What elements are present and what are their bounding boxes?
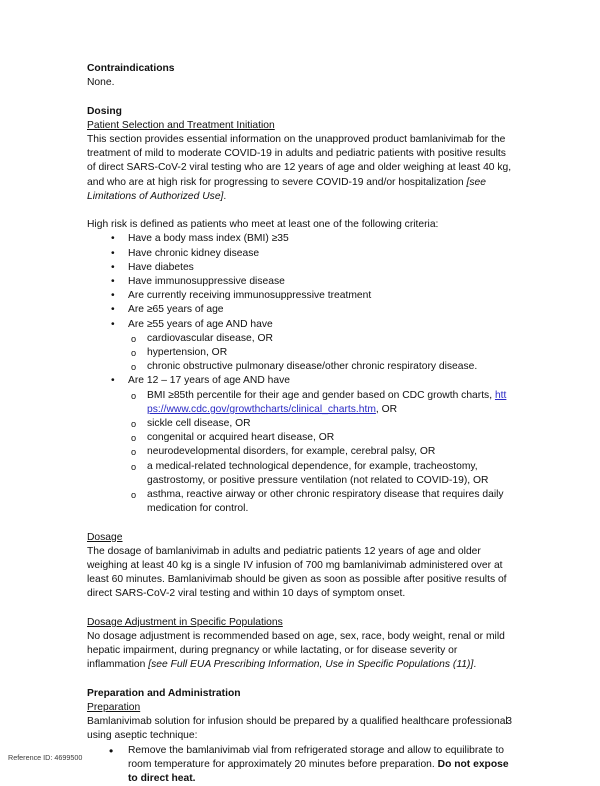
bullet-icon: • xyxy=(111,247,115,259)
contraindications-body: None. xyxy=(87,77,115,89)
list-item-label: Are ≥65 years of age xyxy=(128,304,224,316)
spacer xyxy=(87,673,512,687)
list-item-label: Have diabetes xyxy=(128,261,194,273)
subheading-patient-selection: Patient Selection and Treatment Initiation xyxy=(87,119,275,131)
subheading-dosage: Dosage xyxy=(87,531,123,543)
paragraph-intro xyxy=(87,133,512,204)
sub-list-item xyxy=(128,431,512,445)
spacer xyxy=(87,204,512,218)
list-item-bold-warning: Do not expose to direct heat. xyxy=(128,758,509,785)
high-risk-criteria-list xyxy=(87,232,512,516)
bullet-icon: • xyxy=(111,290,115,302)
list-item xyxy=(87,318,512,375)
dosage-adjustment-part1: No dosage adjustment is recommended based on age, sex, race, body weight, renal or mild hepatic impairment, during pregnancy or while lactating, or for disease severity or inflammation xyxy=(87,631,505,671)
sub-list-item xyxy=(128,389,512,417)
circle-bullet-icon: o xyxy=(131,490,137,501)
subheading-dosage-adjustment: Dosage Adjustment in Specific Populations xyxy=(87,616,283,628)
bullet-icon: • xyxy=(111,233,115,245)
heading-preparation-administration: Preparation and Administration xyxy=(87,687,241,699)
sub-criteria-list-age55 xyxy=(128,332,512,375)
sub-list-item xyxy=(128,460,512,488)
list-item xyxy=(87,744,512,786)
sub-list-item-label: a medical-related technological dependence, for example, tracheostomy, gastrostomy, or positive pressure ventilation (not related to COVID-19), OR xyxy=(147,460,489,486)
bullet-icon: • xyxy=(111,261,115,273)
list-item-label: Have a body mass index (BMI) ≥35 xyxy=(128,233,289,245)
page-number: 3 xyxy=(506,716,512,727)
list-item-label: Have immunosuppressive disease xyxy=(128,276,285,288)
sub-list-item xyxy=(128,332,512,346)
sub-list-item-label: hypertension, OR xyxy=(147,347,228,359)
circle-bullet-icon: o xyxy=(131,362,137,373)
document-content xyxy=(87,62,512,786)
circle-bullet-icon: o xyxy=(131,333,137,344)
bullet-icon: • xyxy=(111,276,115,288)
sub-criteria-list-age12-17 xyxy=(128,389,512,517)
sub-list-item-label: cardiovascular disease, OR xyxy=(147,332,273,344)
reference-id: Reference ID: 4699500 xyxy=(8,753,83,762)
list-item-label: Remove the bamlanivimab vial from refrigerated storage and allow to equilibrate to room temperature for approximately 20 minutes before preparation. xyxy=(128,744,505,770)
list-item-label: Have chronic kidney disease xyxy=(128,247,260,259)
high-risk-lead-in: High risk is defined as patients who meet at least one of the following criteria: xyxy=(87,219,439,231)
heading-dosing: Dosing xyxy=(87,105,122,117)
circle-bullet-icon: o xyxy=(131,348,137,359)
list-item xyxy=(87,303,512,317)
paragraph-dosage: The dosage of bamlanivimab in adults and pediatric patients 12 years of age and older weighing at least 40 kg is a single IV infusion of 700 mg bamlanivimab administered over at least 60 minutes. Bamlanivimab should be given as soon as possible after positive results of direct SARS-CoV-2 viral testing and within 10 days of symptom onset. xyxy=(87,545,507,600)
sub-list-item xyxy=(128,445,512,459)
sub-list-item-label: sickle cell disease, OR xyxy=(147,418,251,430)
sub-list-item-label: neurodevelopmental disorders, for example, cerebral palsy, OR xyxy=(147,446,436,458)
circle-bullet-icon: o xyxy=(131,390,137,401)
list-item xyxy=(87,275,512,289)
paragraph-preparation: Bamlanivimab solution for infusion should be prepared by a qualified healthcare professional using aseptic technique: xyxy=(87,716,508,742)
sub-list-item xyxy=(128,346,512,360)
sub-list-item xyxy=(128,417,512,431)
list-item xyxy=(87,374,512,516)
list-item-label: Are currently receiving immunosuppressive treatment xyxy=(128,290,372,302)
intro-text-part2: . xyxy=(223,190,227,202)
bullet-icon: • xyxy=(111,375,115,387)
heading-contraindications: Contraindications xyxy=(87,63,175,74)
sub-list-item-label: congenital or acquired heart disease, OR xyxy=(147,432,335,444)
intro-italic-note: [see Limitations of Authorized Use] xyxy=(87,176,486,202)
sub-list-item xyxy=(128,488,512,516)
paragraph-dosage-adjustment xyxy=(87,630,512,673)
sub-list-item-suffix: , OR xyxy=(375,403,398,415)
list-item xyxy=(87,261,512,275)
circle-bullet-icon: o xyxy=(131,447,137,458)
dosage-adjustment-italic-note: [see Full EUA Prescribing Information, Use in Specific Populations (11)] xyxy=(148,659,474,671)
spacer xyxy=(87,602,512,616)
sub-list-item-label: asthma, reactive airway or other chronic respiratory disease that requires daily medication for control. xyxy=(147,489,504,515)
subheading-preparation: Preparation xyxy=(87,702,141,714)
sub-list-item xyxy=(128,360,512,374)
sub-list-item-label: BMI ≥85th percentile for their age and gender based on CDC growth charts, xyxy=(147,389,495,401)
circle-bullet-icon: o xyxy=(131,419,137,430)
list-item xyxy=(87,232,512,246)
circle-bullet-icon: o xyxy=(131,433,137,444)
spacer xyxy=(87,90,512,104)
list-item-label: Are ≥55 years of age AND have xyxy=(128,318,273,330)
circle-bullet-icon: o xyxy=(131,461,137,472)
bullet-icon: • xyxy=(111,304,115,316)
bullet-icon: • xyxy=(111,318,115,330)
spacer xyxy=(87,516,512,530)
sub-list-item-label: chronic obstructive pulmonary disease/other chronic respiratory disease. xyxy=(147,361,478,373)
dosage-adjustment-part2: . xyxy=(473,659,477,671)
list-item-label: Are 12 – 17 years of age AND have xyxy=(128,375,290,387)
list-item xyxy=(87,247,512,261)
cdc-growth-charts-link[interactable]: https://www.cdc.gov/growthcharts/clinical_charts.htm xyxy=(147,389,507,415)
intro-text-part1: This section provides essential information on the unapproved product bamlanivimab for the treatment of mild to moderate COVID-19 in adults and pediatric patients with positive results of direct SARS-CoV-2 viral testing who are 12 years of age and older weighing at least 40 kg, and who are at high risk for progressing to severe COVID-19 and/or hospitalization xyxy=(87,134,512,188)
preparation-steps-list xyxy=(87,744,512,786)
list-item xyxy=(87,289,512,303)
bullet-icon: • xyxy=(109,743,114,758)
